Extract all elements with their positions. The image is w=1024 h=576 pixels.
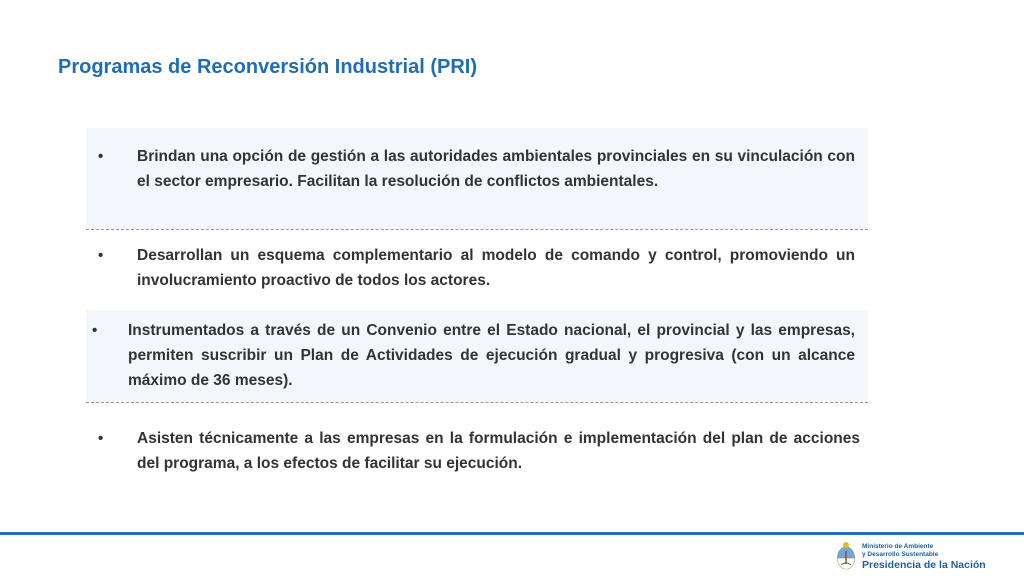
- bullet-block-3: [86, 310, 868, 403]
- bullet-block-1: [86, 128, 868, 230]
- bullet-icon: •: [98, 148, 104, 165]
- slide-title: Programas de Reconversión Industrial (PRI): [58, 56, 477, 78]
- logo-presidency: Presidencia de la Nación: [862, 559, 986, 571]
- bullet-row: [86, 231, 868, 293]
- bullet-icon: •: [98, 247, 104, 264]
- national-seal-icon: [836, 541, 856, 571]
- bullet-row: [86, 420, 868, 476]
- bullet-icon: •: [92, 322, 98, 339]
- logo-ministry-line2: y Desarrollo Sustentable: [862, 551, 939, 558]
- bullet-icon: •: [98, 430, 104, 447]
- bullet-text: Desarrollan un esquema complementario al modelo de comando y control, promoviendo un involucramiento proactivo de todos los actores.: [137, 247, 855, 289]
- footer-divider: [0, 532, 1024, 535]
- bullet-text: Instrumentados a través de un Convenio entre el Estado nacional, el provincial y las empresas, permiten suscribir un Plan de Actividades de ejecución gradual y progresiva (con un alcance máximo de 36 meses).: [128, 322, 855, 389]
- bullet-row: [86, 310, 868, 393]
- logo-ministry-line1: Ministerio de Ambiente: [862, 543, 934, 550]
- ministry-logo: [836, 540, 1016, 572]
- bullet-block-2: [86, 231, 868, 309]
- bullet-block-4: [86, 420, 868, 490]
- bullet-text: Asisten técnicamente a las empresas en la formulación e implementación del plan de acciones del programa, a los efectos de facilitar su ejecución.: [137, 430, 860, 472]
- bullet-text: Brindan una opción de gestión a las autoridades ambientales provinciales en su vinculación con el sector empresario. Facilitan la resolución de conflictos ambientales.: [137, 148, 855, 190]
- bullet-row: [86, 128, 868, 194]
